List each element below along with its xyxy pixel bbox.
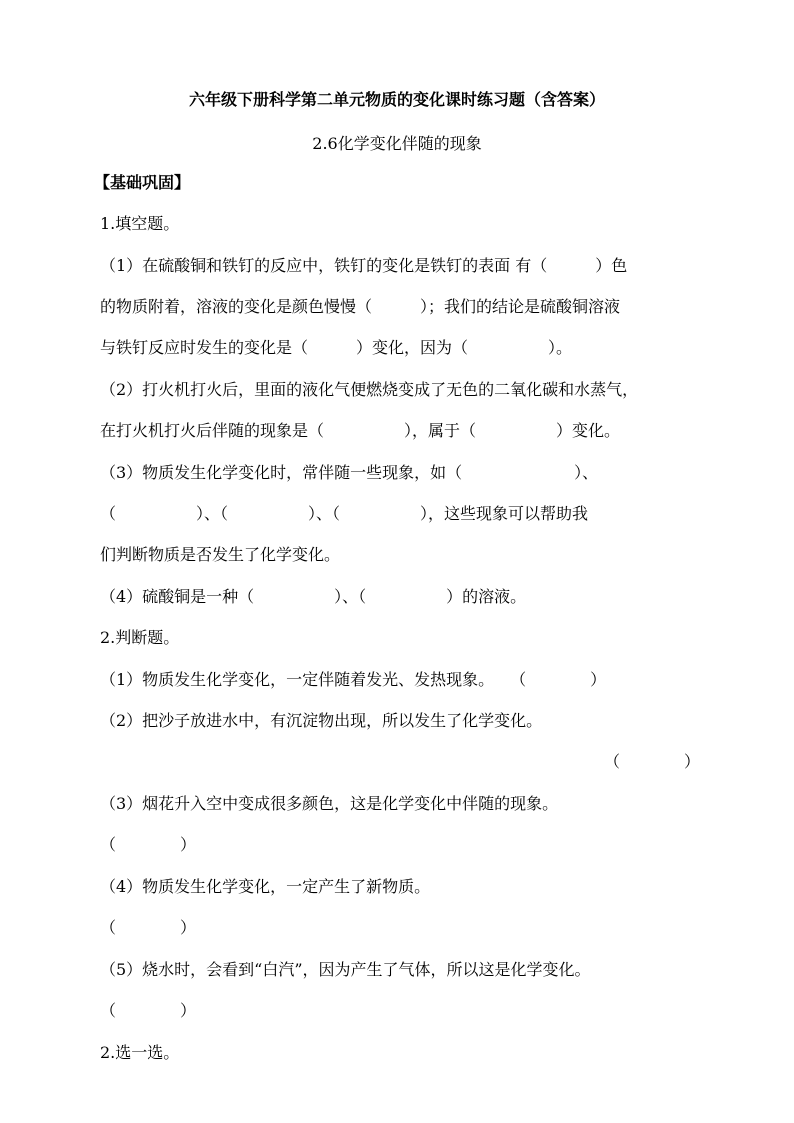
q1-1-line3: 与铁钉反应时发生的变化是（ ）变化，因为（ ）。 (100, 338, 573, 357)
q2-3-line1: （3）烟花升入空中变成很多颜色，这是化学变化中伴随的现象。 (100, 794, 559, 813)
q2-5-line1: （5）烧水时，会看到“白汽”，因为产生了气体，所以这是化学变化。 (100, 960, 591, 979)
q1-3-line1: （3）物质发生化学变化时，常伴随一些现象，如（ ）、 (100, 463, 599, 482)
q2-2-answer-blank: （ ） (604, 752, 701, 771)
q1-1-line2: 的物质附着，溶液的变化是颜色慢慢（ ）；我们的结论是硫酸铜溶液 (100, 297, 621, 316)
q1-4: （4）硫酸铜是一种（ ）、（ ）的溶液。 (100, 587, 527, 606)
q2-title: 2.判断题。 (100, 628, 180, 647)
section-heading: 【基础巩固】 (94, 173, 191, 192)
q1-1-line1: （1）在硫酸铜和铁钉的反应中，铁钉的变化是铁钉的表面 有（ ）色 (100, 256, 628, 275)
q1-2-line2: 在打火机打火后伴随的现象是（ ），属于（ ）变化。 (100, 421, 621, 440)
q2-4-answer-blank: （ ） (100, 918, 197, 937)
q1-title: 1.填空题。 (100, 214, 180, 233)
q3-title: 2.选一选。 (100, 1043, 180, 1062)
document-subtitle: 2.6化学变化伴随的现象 (312, 134, 482, 153)
q2-1: （1）物质发生化学变化，一定伴随着发光、发热现象。 （ ） (100, 670, 607, 689)
q1-3-line2: （ ）、（ ）、（ ），这些现象可以帮助我 (100, 504, 589, 523)
q2-2-line1: （2）把沙子放进水中，有沉淀物出现，所以发生了化学变化。 (100, 711, 543, 730)
q2-5-answer-blank: （ ） (100, 1001, 197, 1020)
q1-3-line3: 们判断物质是否发生了化学变化。 (100, 545, 341, 564)
q2-3-answer-blank: （ ） (100, 835, 197, 854)
document-title: 六年级下册科学第二单元物质的变化课时练习题（含答案） (188, 90, 605, 109)
q1-2-line1: （2）打火机打火后，里面的液化气便燃烧变成了无色的二氧化碳和水蒸气， (100, 380, 639, 399)
q2-4-line1: （4）物质发生化学变化，一定产生了新物质。 (100, 877, 431, 896)
